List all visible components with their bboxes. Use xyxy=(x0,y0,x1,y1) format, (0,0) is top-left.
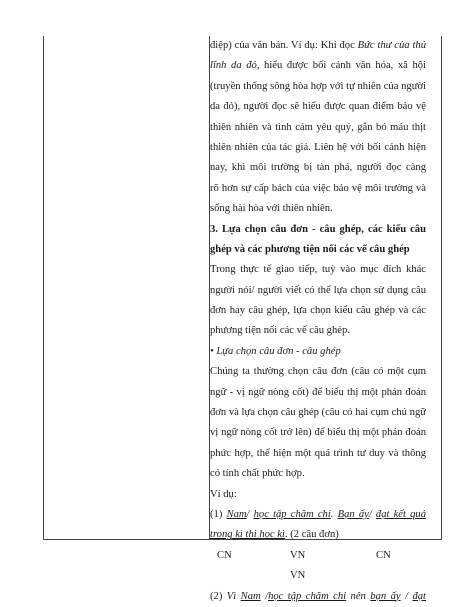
text-line: người nói/ người viết có thể lựa chọn sử dụng câu xyxy=(210,284,426,296)
example-label: Ví dụ: xyxy=(210,488,237,500)
text-line: nay, khi môi trường bị tàn phá, người đọc càng xyxy=(210,162,426,174)
text-line: sống hài hòa với thiên nhiên. xyxy=(210,203,333,215)
text-line: thiên nhiên và tình cảm yêu quý, gắn bó máu thịt xyxy=(210,121,426,133)
table-left-column xyxy=(44,36,210,539)
text-line: có tính chất phức hợp. xyxy=(210,468,305,480)
example-1-line: trong kì thi học kì. (2 câu đơn) xyxy=(210,529,339,541)
text-line: điệp) của văn bản. Ví dụ: Khi đọc Bức thư của thủ xyxy=(210,40,426,51)
text-line: đơn hay câu ghép, lựa chọn kiểu câu ghép và các xyxy=(210,305,426,317)
text-line: ngữ - vị ngữ nòng cốt) để biểu thị một phán đoán xyxy=(210,386,426,398)
text-line: vị ngữ nòng cốt trở lên) để biểu thị một phán đoán xyxy=(210,427,426,439)
grammar-labels xyxy=(210,546,426,566)
label-predicate: VN xyxy=(290,549,306,561)
label-predicate: VN xyxy=(290,570,306,582)
content-table xyxy=(43,36,442,602)
text-line: đơn và lựa chọn câu ghép (câu có hai cụm chủ ngữ xyxy=(210,407,426,419)
bullet-subheading: • Lựa chọn câu đơn - câu ghép xyxy=(210,345,341,357)
text-line: rõ hơn sự cấp bách của việc bảo vệ môi trường và xyxy=(210,182,426,194)
text-line: phương tiện nối các vế câu ghép. xyxy=(210,325,350,337)
text-line: lĩnh da đỏ, hiểu được bối cảnh văn hóa, xã hội xyxy=(210,60,426,72)
label-subject: CN xyxy=(217,549,232,561)
text-line: phức hợp, thể hiện một quá trình tư duy và thông xyxy=(210,447,426,459)
text-line: thiên nhiên của tác giả. Liên hệ với bối cảnh hiện xyxy=(210,141,426,153)
section-heading: ghép và các phương tiện nối các vế câu ghép xyxy=(210,243,410,255)
example-1-line: (1) Nam/ học tập chăm chỉ. Bạn ấy/ đạt kết quả xyxy=(210,508,426,520)
table-right-column xyxy=(210,36,439,602)
example-2-line: (2) Vì Nam /học tập chăm chỉ nên bạn ấy / đạt xyxy=(210,590,426,602)
text-line: Chúng ta thường chọn câu đơn (câu có một cụm xyxy=(210,366,426,378)
label-subject: CN xyxy=(376,549,391,561)
section-heading: 3. Lựa chọn câu đơn - câu ghép, các kiểu câu xyxy=(210,223,426,235)
text-line: (truyền thống sông hòa hợp với tự nhiên của người xyxy=(210,80,426,92)
cell-text xyxy=(210,36,426,607)
grammar-labels xyxy=(210,566,426,586)
text-line: da đỏ), người đọc sẽ hiểu được quan điểm bảo vệ xyxy=(210,101,426,113)
text-line: Trong thực tế giao tiếp, tuỳ vào mục đích khác xyxy=(210,264,426,276)
